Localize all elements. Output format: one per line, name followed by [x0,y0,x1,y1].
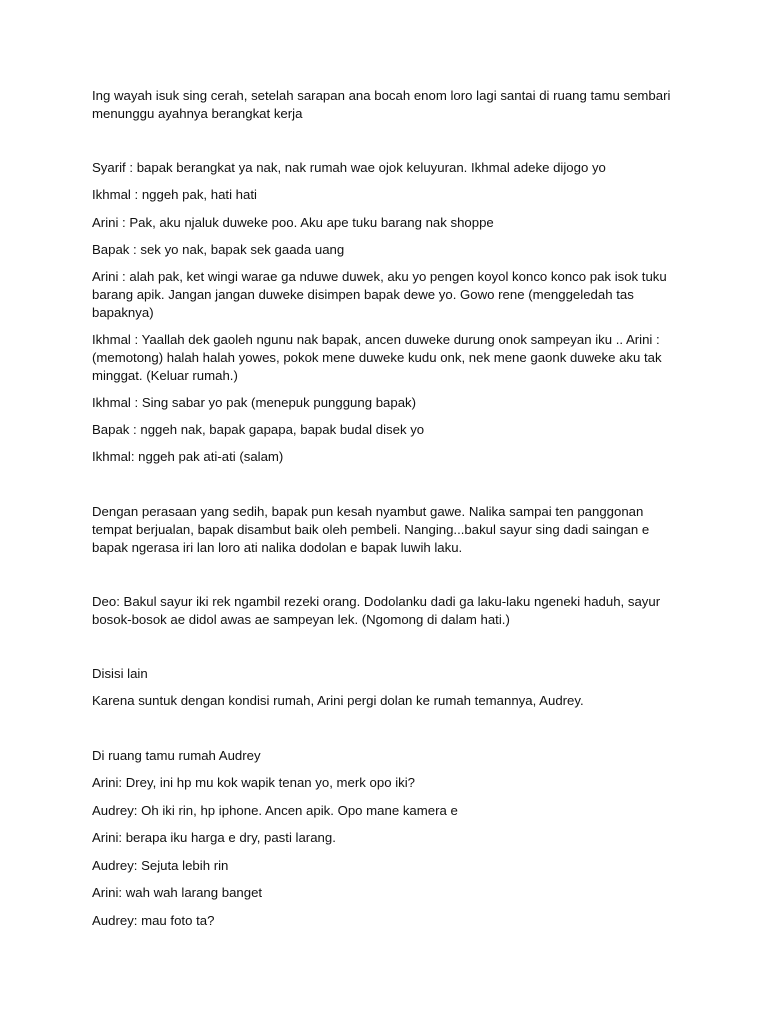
dialogue-line: Ikhmal : Yaallah dek gaoleh ngunu nak bapak, ancen duweke durung onok sampeyan iku .. Arini : (memotong) halah halah yowes, pokok mene duweke kudu onk, nek mene gaonk duweke aku tak minggat. (Keluar rumah.) [92,332,662,383]
scene-heading: Di ruang tamu rumah Audrey [92,748,261,763]
dialogue-line: Arini: wah wah larang banget [92,885,263,900]
dialogue-line: Audrey: Sejuta lebih rin [92,858,229,873]
dialogue-line: Ikhmal : nggeh pak, hati hati [92,187,257,202]
dialogue-line: Syarif : bapak berangkat ya nak, nak rumah wae ojok keluyuran. Ikhmal adeke dijogo yo [92,160,606,175]
dialogue-line: Deo: Bakul sayur iki rek ngambil rezeki orang. Dodolanku dadi ga laku-laku ngeneki haduh, sayur bosok-bosok ae didol awas ae sampeyan lek. (Ngomong di dalam hati.) [92,594,661,627]
dialogue-line: Arini : Pak, aku njaluk duweke poo. Aku ape tuku barang nak shoppe [92,215,494,230]
dialogue-line: Arini : alah pak, ket wingi warae ga nduwe duwek, aku yo pengen koyol konco konco pak isok tuku barang apik. Jangan jangan duweke disimpen bapak dewe yo. Gowo rene (menggeledah tas bapaknya) [92,269,667,320]
narration-paragraph: Ing wayah isuk sing cerah, setelah sarapan ana bocah enom loro lagi santai di ruang tamu sembari menunggu ayahnya berangkat kerja [92,88,671,121]
dialogue-line: Bapak : nggeh nak, bapak gapapa, bapak budal disek yo [92,422,425,437]
dialogue-line: Ikhmal: nggeh pak ati-ati (salam) [92,449,284,464]
narration-paragraph: Karena suntuk dengan kondisi rumah, Arini pergi dolan ke rumah temannya, Audrey. [92,693,584,708]
dialogue-line: Bapak : sek yo nak, bapak sek gaada uang [92,242,345,257]
dialogue-line: Ikhmal : Sing sabar yo pak (menepuk punggung bapak) [92,395,417,410]
scene-heading: Disisi lain [92,666,148,681]
dialogue-line: Audrey: mau foto ta? [92,913,215,928]
dialogue-line: Arini: Drey, ini hp mu kok wapik tenan yo, merk opo iki? [92,775,415,790]
narration-paragraph: Dengan perasaan yang sedih, bapak pun kesah nyambut gawe. Nalika sampai ten panggonan tempat berjualan, bapak disambut baik oleh pembeli. Nanging...bakul sayur sing dadi saingan e bapak ngerasa iri lan loro ati nalika dodolan e bapak luwih laku. [92,504,650,555]
dialogue-line: Arini: berapa iku harga e dry, pasti larang. [92,830,336,845]
dialogue-line: Audrey: Oh iki rin, hp iphone. Ancen apik. Opo mane kamera e [92,803,458,818]
